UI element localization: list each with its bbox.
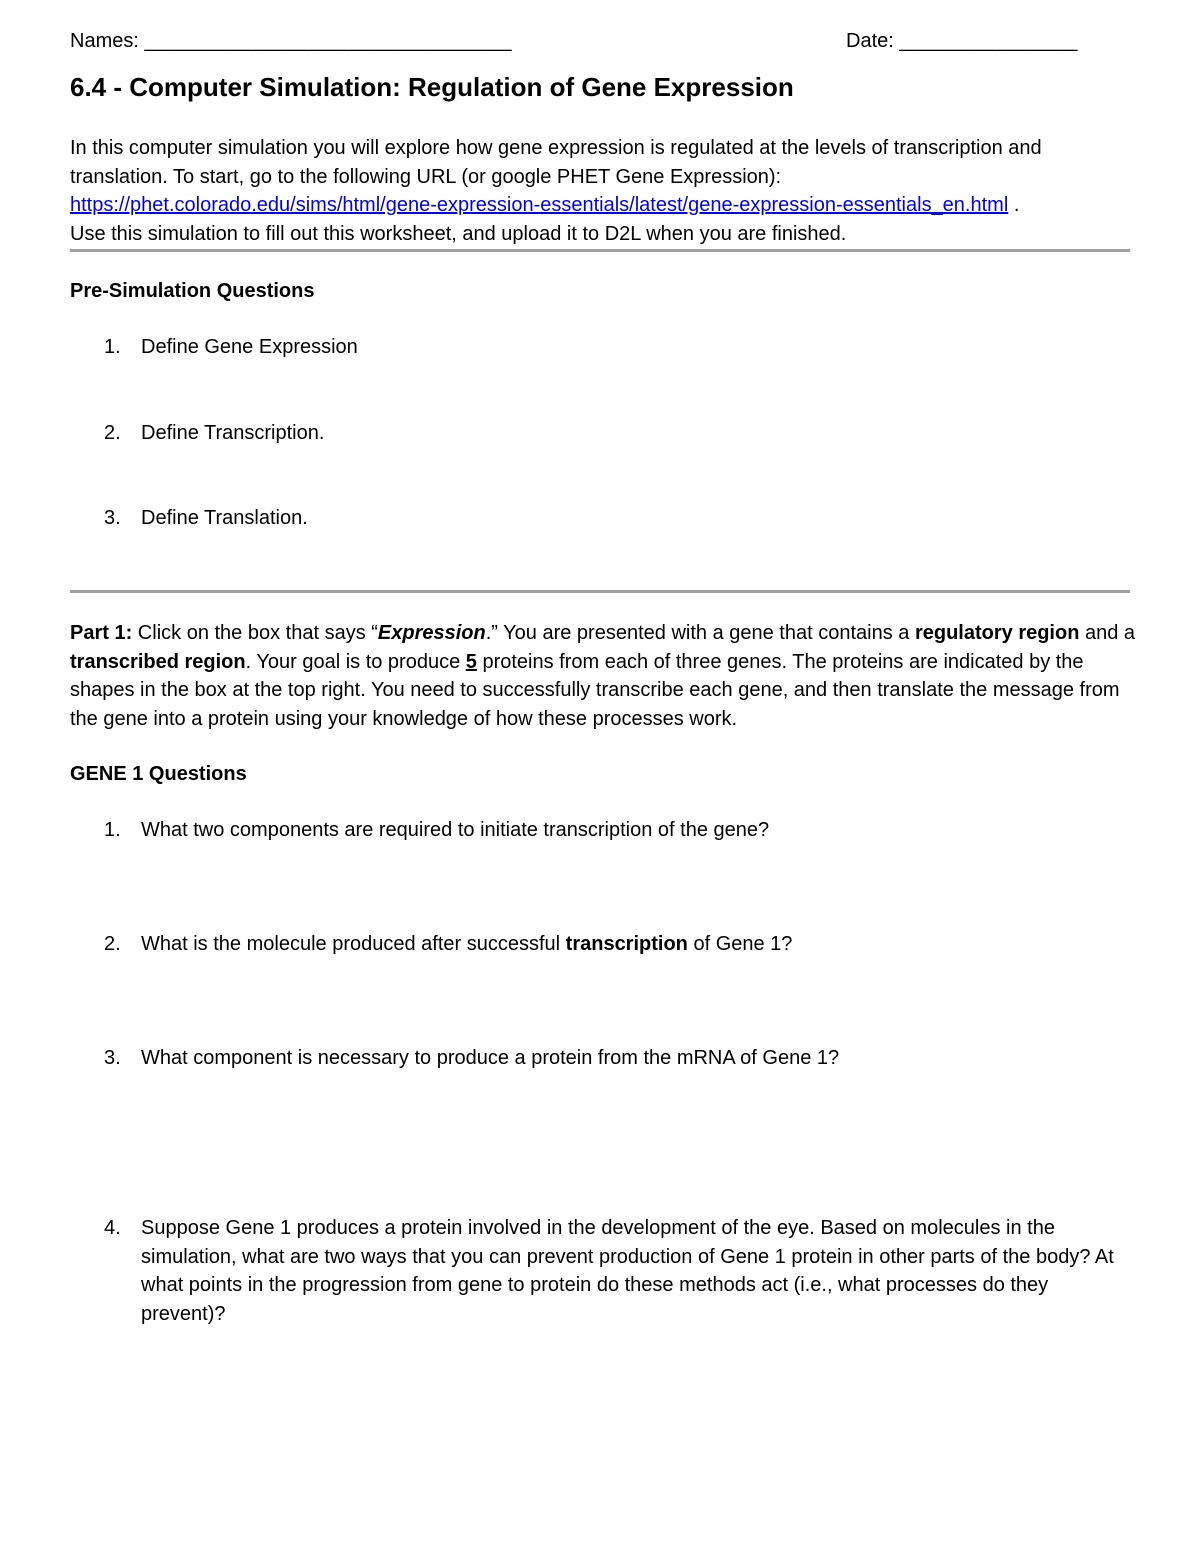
question-text-part: of Gene 1? (687, 933, 793, 955)
part1-text: and a (1079, 622, 1136, 644)
question-text-part: What is the molecule produced after successful (141, 933, 566, 955)
question-number: 1. (104, 819, 121, 841)
question-text: Define Transcription. (141, 422, 325, 444)
question-number: 3. (104, 1047, 121, 1069)
part1-text: . Your goal is to produce (245, 650, 466, 673)
question-number: 4. (104, 1217, 121, 1239)
pre-simulation-heading: Pre-Simulation Questions (70, 280, 315, 302)
question-number: 3. (104, 507, 121, 529)
question-number: 2. (104, 933, 121, 955)
part1-instructions (70, 619, 1140, 734)
intro-instructions: Use this simulation to fill out this worksheet, and upload it to D2L when you are finished. (70, 223, 847, 246)
phet-url-link[interactable]: https://phet.colorado.edu/sims/html/gene-expression-essentials/latest/gene-expression-essentials_en.html (70, 194, 1009, 217)
names-field[interactable]: Names: _________________________________ (70, 30, 512, 52)
part1-text: Click on the box that says “ (132, 622, 378, 644)
part1-text: .” You are presented with a gene that contains a (485, 622, 915, 644)
page-title: 6.4 - Computer Simulation: Regulation of Gene Expression (70, 72, 794, 102)
expression-keyword: Expression (377, 622, 486, 644)
regulatory-region-term: regulatory region (914, 622, 1080, 644)
question-text (141, 930, 1137, 959)
gene1-heading: GENE 1 Questions (70, 763, 247, 785)
part1-label: Part 1: (70, 622, 133, 644)
question-number: 2. (104, 422, 121, 444)
question-text: Suppose Gene 1 produces a protein involved in the development of the eye. Based on molecules in the simulation, what are two ways that you can prevent production of Gene 1 protein in other parts of the body? At what points in the progression from gene to protein do these methods act (i.e., what processes do they prevent)? (141, 1217, 1114, 1326)
question-text: What component is necessary to produce a protein from the mRNA of Gene 1? (141, 1047, 840, 1069)
section-divider (70, 590, 1130, 593)
question-text: Define Gene Expression (141, 336, 358, 358)
question-text: Define Translation. (141, 507, 308, 529)
transcription-term: transcription (565, 933, 688, 955)
transcribed-region-term: transcribed region (70, 650, 246, 673)
part1-text: proteins from each of three genes. The proteins are indicated by the shapes in the box at the top right. You need to successfully transcribe each gene, and then translate the message from the gene into a protein using your knowledge of how these processes work. (70, 650, 1120, 731)
intro-paragraph (70, 134, 1140, 249)
question-number: 1. (104, 336, 121, 358)
date-field[interactable]: Date: ________________ (846, 30, 1078, 52)
protein-count: 5 (465, 650, 477, 673)
question-text: What two components are required to initiate transcription of the gene? (141, 819, 770, 841)
intro-link-trailer: . (1008, 194, 1020, 217)
intro-text: In this computer simulation you will explore how gene expression is regulated at the levels of transcription and translation. To start, go to the following URL (or google PHET Gene Expression): (70, 137, 1042, 188)
section-divider (70, 249, 1130, 252)
